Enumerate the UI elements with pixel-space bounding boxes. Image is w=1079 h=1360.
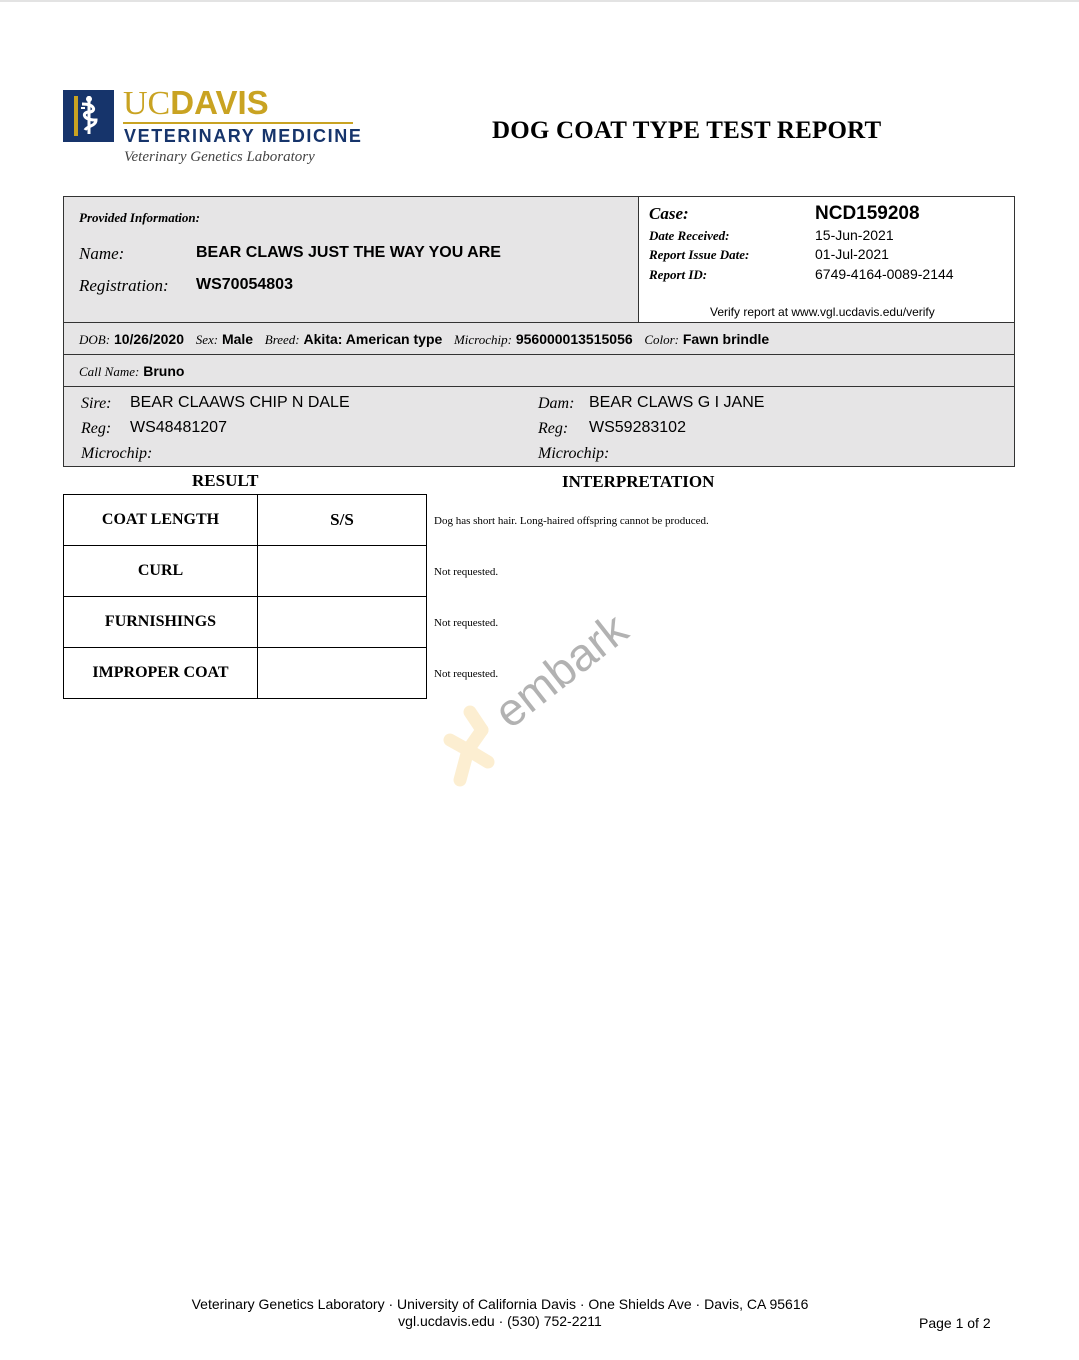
- report-id: 6749-4164-0089-2144: [815, 266, 954, 282]
- date-received-label: Date Received:: [649, 228, 730, 243]
- report-id-label: Report ID:: [649, 267, 708, 282]
- test-result: [258, 648, 427, 699]
- test-name: FURNISHINGS: [64, 597, 258, 648]
- logo-school: VETERINARY MEDICINE: [124, 126, 363, 146]
- test-name: IMPROPER COAT: [64, 648, 258, 699]
- test-result: [258, 546, 427, 597]
- color-value: Fawn brindle: [682, 331, 770, 347]
- details-line: [79, 331, 769, 348]
- color-label: Color:: [644, 332, 679, 347]
- watermark-text: embark: [484, 602, 638, 738]
- logo-lab: Veterinary Genetics Laboratory: [124, 149, 315, 165]
- top-border: [0, 0, 1079, 2]
- embark-logo-icon: [450, 712, 488, 780]
- details-row: [63, 322, 1015, 355]
- dob-value: 10/26/2020: [113, 331, 185, 347]
- dam-label: Dam:: [538, 395, 575, 412]
- table-row: [64, 546, 427, 597]
- sire-microchip-label: Microchip:: [81, 445, 153, 462]
- date-received: 15-Jun-2021: [815, 227, 894, 243]
- caduceus-icon: [63, 90, 114, 142]
- dam-reg: WS59283102: [589, 419, 686, 436]
- report-title: DOG COAT TYPE TEST REPORT: [492, 117, 882, 144]
- name-label: Name:: [79, 244, 125, 263]
- dog-name: BEAR CLAWS JUST THE WAY YOU ARE: [196, 244, 501, 261]
- result-heading: RESULT: [192, 471, 259, 490]
- call-name-row: [63, 354, 1015, 387]
- results-table: [63, 494, 427, 699]
- call-name-line: [79, 363, 184, 380]
- parents-panel: [63, 386, 1015, 467]
- page-number: Page 1 of 2: [919, 1315, 991, 1331]
- logo-uc-text: UC: [123, 85, 171, 122]
- provided-heading: Provided Information:: [79, 210, 200, 225]
- footer-contact: vgl.ucdavis.edu · (530) 752-2211: [398, 1313, 602, 1329]
- logo-wordmark: [123, 86, 269, 121]
- footer-address: Veterinary Genetics Laboratory · University of California Davis · One Shields Ave · Davis, CA 95616: [191, 1296, 809, 1312]
- sire-reg-label: Reg:: [81, 420, 112, 437]
- dam-reg-label: Reg:: [538, 420, 569, 437]
- table-row: [64, 597, 427, 648]
- issue-date-label: Report Issue Date:: [649, 247, 750, 262]
- logo-davis-text: DAVIS: [170, 84, 269, 121]
- ucdavis-logo: [63, 84, 363, 170]
- case-panel: [638, 196, 1015, 323]
- interpretation-text: Not requested.: [434, 566, 499, 578]
- sex-label: Sex:: [195, 332, 219, 347]
- test-name: CURL: [64, 546, 258, 597]
- test-result: [258, 597, 427, 648]
- dam-name: BEAR CLAWS G I JANE: [589, 394, 765, 411]
- interpretation-text: Not requested.: [434, 617, 499, 629]
- call-name-label: Call Name:: [79, 364, 140, 379]
- sex-value: Male: [221, 331, 254, 347]
- dam-microchip-label: Microchip:: [538, 445, 610, 462]
- interpretation-text: Dog has short hair. Long-haired offspring cannot be produced.: [434, 515, 709, 527]
- provided-info-panel: [63, 196, 639, 323]
- sire-name: BEAR CLAAWS CHIP N DALE: [130, 394, 350, 411]
- microchip-label: Microchip:: [453, 332, 512, 347]
- case-label: Case:: [649, 204, 689, 223]
- test-result: S/S: [258, 495, 427, 546]
- verify-link[interactable]: Verify report at www.vgl.ucdavis.edu/verify: [710, 305, 935, 319]
- dob-label: DOB:: [79, 332, 111, 347]
- microchip-value: 956000013515056: [515, 331, 633, 347]
- sire-reg: WS48481207: [130, 419, 227, 436]
- breed-value: Akita: American type: [303, 331, 443, 347]
- call-name-value: Bruno: [143, 363, 185, 379]
- registration-value: WS70054803: [196, 276, 293, 293]
- sire-label: Sire:: [81, 395, 112, 412]
- registration-label: Registration:: [79, 276, 169, 295]
- interpretation-text: Not requested.: [434, 668, 499, 680]
- logo-rule: [123, 122, 353, 124]
- table-row: [64, 495, 427, 546]
- breed-label: Breed:: [264, 332, 300, 347]
- table-row: [64, 648, 427, 699]
- interpretation-heading: INTERPRETATION: [562, 472, 715, 491]
- case-id: NCD159208: [815, 203, 920, 224]
- test-name: COAT LENGTH: [64, 495, 258, 546]
- issue-date: 01-Jul-2021: [815, 246, 889, 262]
